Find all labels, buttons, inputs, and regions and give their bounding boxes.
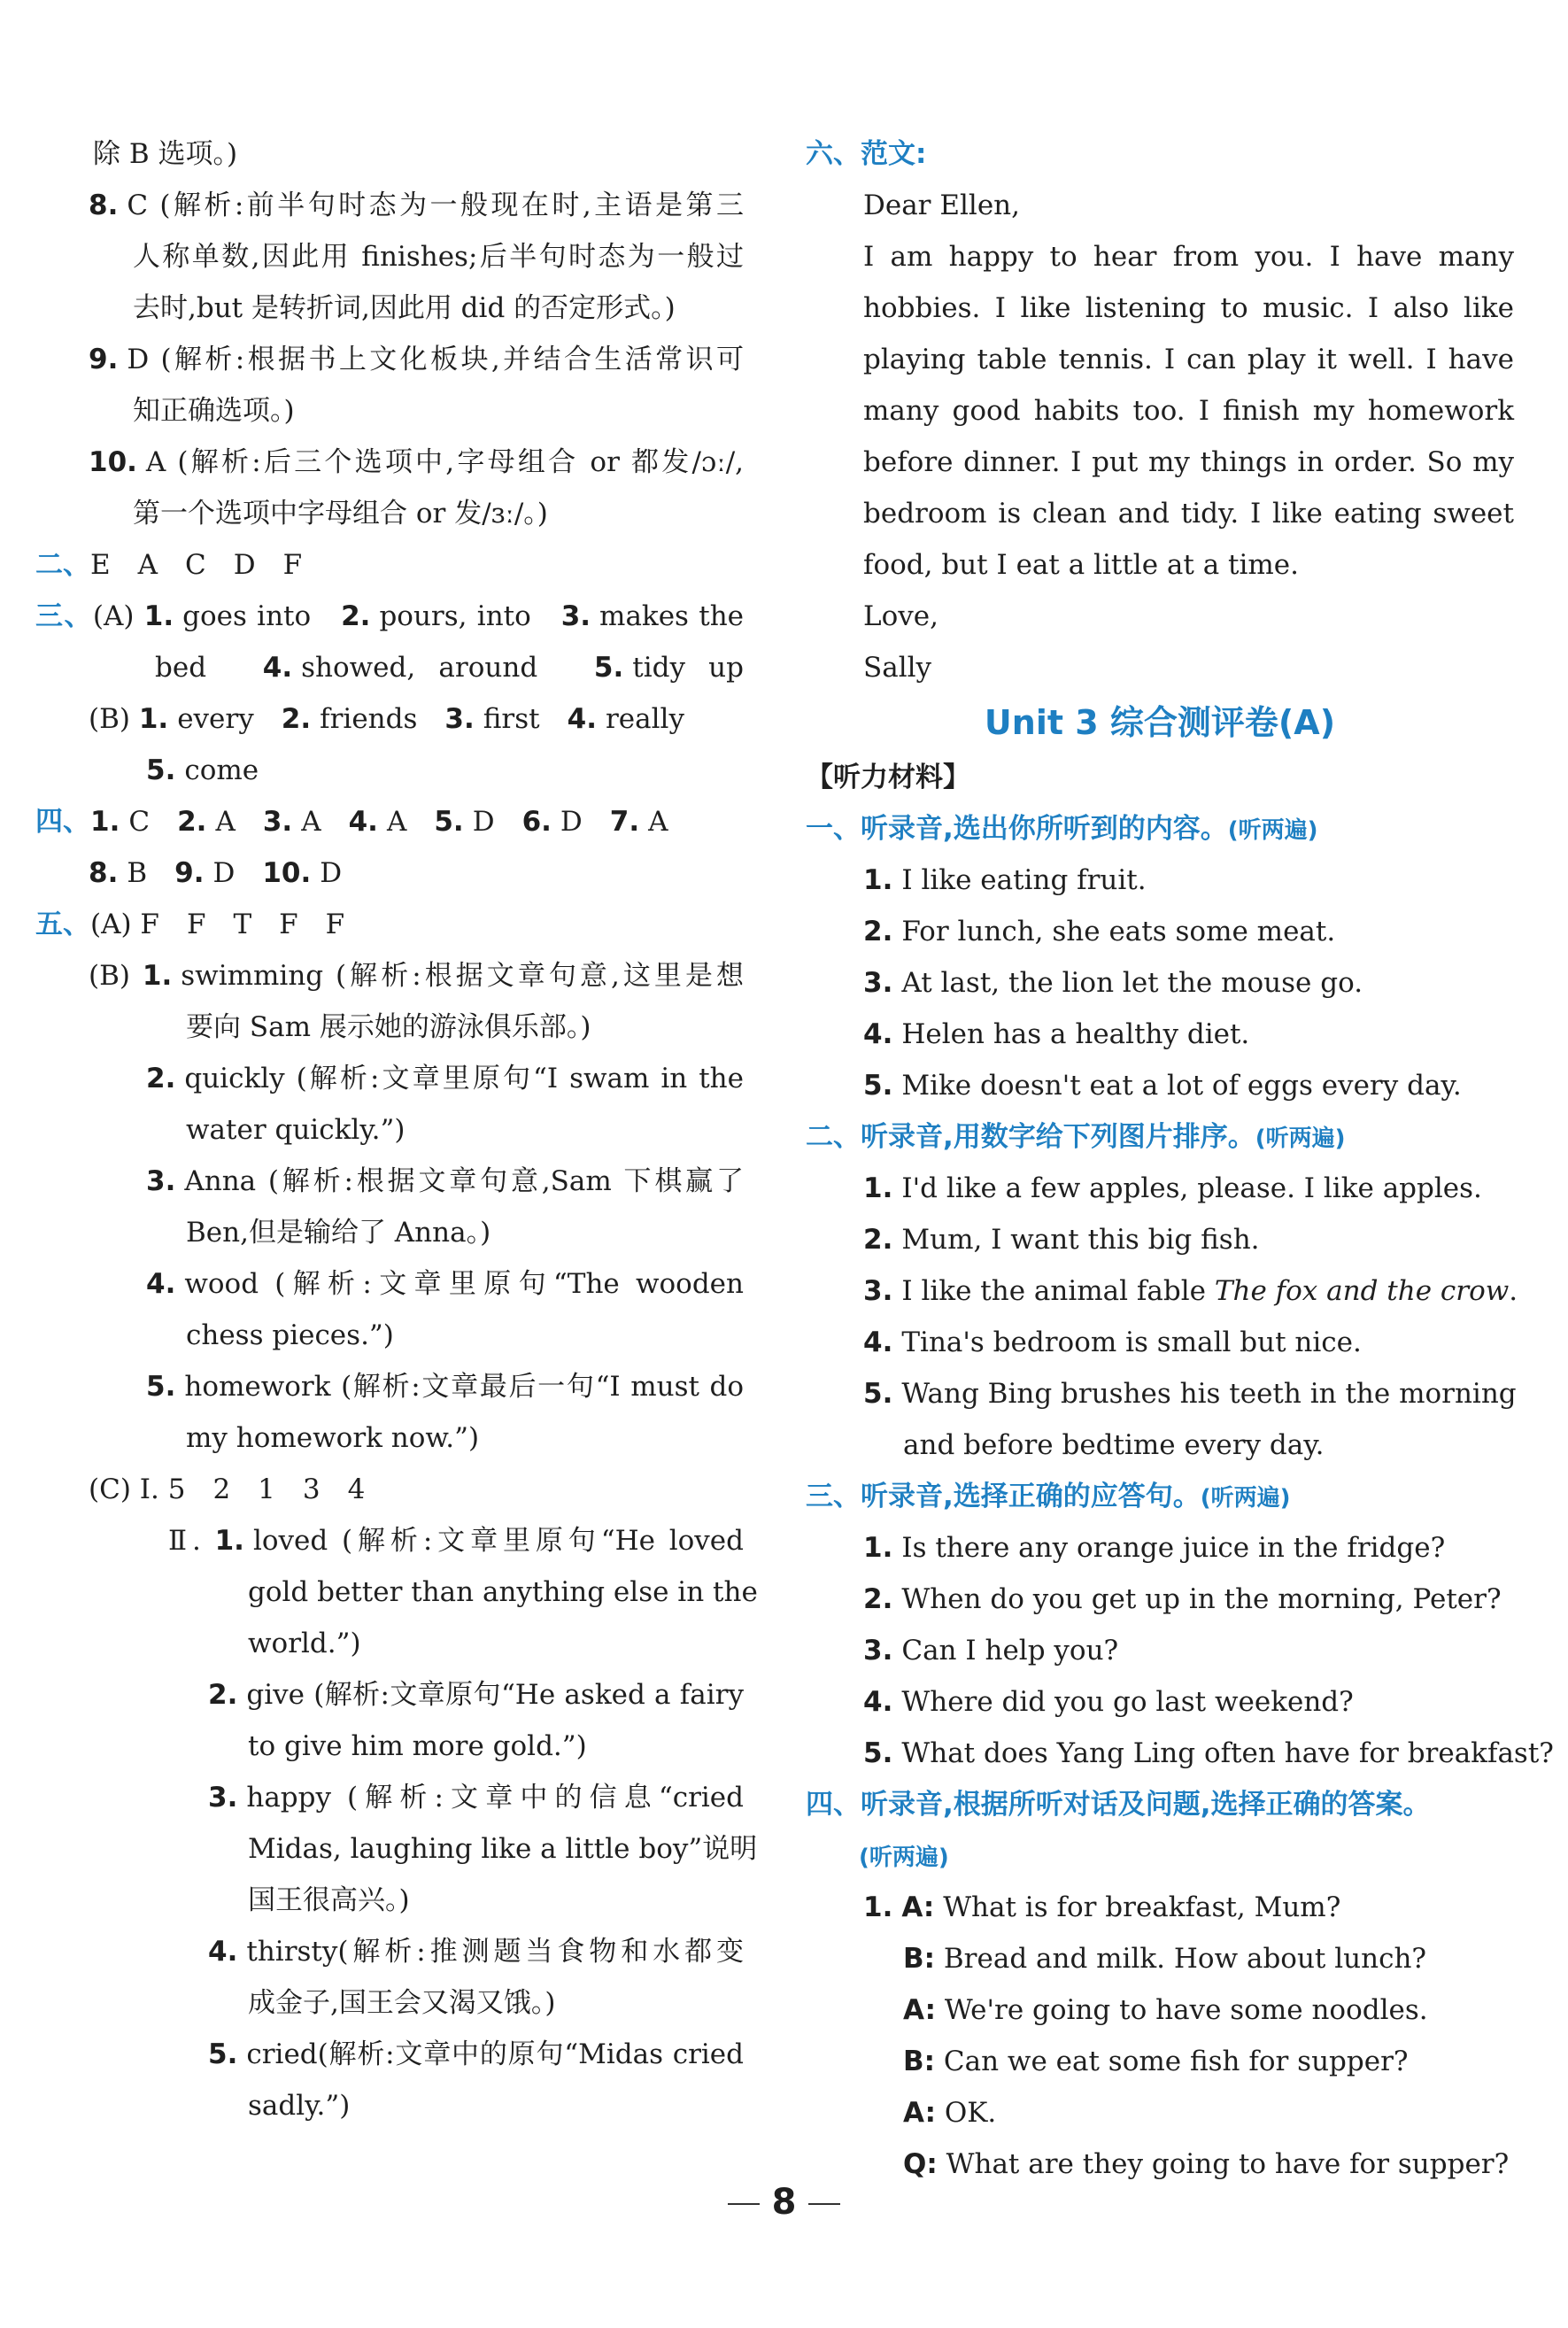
r1-item <box>806 855 1514 906</box>
answer-text: Anna (解析:根据文章句意,Sam 下棋赢了 <box>184 1165 744 1197</box>
dialogue-text: Can we eat some fish for supper? <box>943 2046 1409 2077</box>
section-3-line3 <box>35 693 744 745</box>
answer-text: loved (解析:文章里原句“He loved <box>252 1525 744 1557</box>
r4-dialogue-line <box>806 1933 1514 1984</box>
section-5-c4-line1 <box>35 1926 744 1977</box>
answer-text: (A) F F T F F <box>90 909 345 940</box>
r3-item <box>806 1625 1514 1676</box>
letter-text: Sally <box>863 652 932 684</box>
r2-item-continued <box>806 1419 1514 1471</box>
answer-number: 3. <box>262 806 293 838</box>
letter-line-3 <box>806 334 1514 385</box>
item-text: When do you get up in the morning, Peter? <box>901 1583 1502 1615</box>
item-number: 2. <box>863 916 893 947</box>
answer-text: goes into <box>182 600 312 632</box>
letter-text: before dinner. I put my things in order. So my <box>863 446 1514 478</box>
answer-text: D <box>320 857 343 889</box>
item-number: 4. <box>863 1018 893 1050</box>
answer-number: 2. <box>177 806 207 838</box>
section-5-c3-line3 <box>35 1875 744 1926</box>
fable-title: The fox and the crow <box>1214 1275 1510 1307</box>
answer-text: 国王很高兴。) <box>248 1884 410 1916</box>
answer-8-line1 <box>35 180 744 231</box>
letter-line-2 <box>806 282 1514 334</box>
letter-text: hobbies. I like listening to music. I also like <box>863 292 1514 324</box>
item-text: Is there any orange juice in the fridge? <box>901 1532 1446 1564</box>
r4-dialogue-line <box>806 1984 1514 2036</box>
item-number: 5. <box>863 1737 893 1769</box>
item-text: Can I help you? <box>901 1635 1119 1667</box>
page-number-text: 8 <box>771 2182 797 2223</box>
item-text: For lunch, she eats some meat. <box>901 916 1336 947</box>
item-number: 4. <box>863 1686 893 1718</box>
section-4-line2 <box>35 847 744 899</box>
answer-text: swimming (解析:根据文章句意,这里是想 <box>181 960 744 992</box>
item-text: What does Yang Ling often have for breakfast? <box>901 1737 1554 1769</box>
answer-number: 1. <box>143 600 174 632</box>
line-continuation <box>35 128 744 180</box>
answer-text: 知正确选项。) <box>133 395 295 427</box>
r3-heading <box>806 1471 1514 1522</box>
section-5-c5-line2 <box>35 2080 744 2131</box>
answer-number: 9. <box>89 344 119 375</box>
answer-number: 9. <box>174 857 205 889</box>
answer-text: my homework now.”) <box>186 1422 480 1454</box>
letter-line-4 <box>806 385 1514 437</box>
answer-text: gold better than anything else in the <box>248 1576 758 1608</box>
part-label: (C) <box>89 1473 131 1505</box>
listening-label <box>806 752 1514 803</box>
item-number: 1. <box>863 864 893 896</box>
r4-heading <box>806 1779 1514 1830</box>
speaker: A: <box>901 1891 935 1923</box>
r1-heading <box>806 803 1514 855</box>
item-text: I'd like a few apples, please. I like apples. <box>901 1172 1482 1204</box>
r3-item <box>806 1522 1514 1574</box>
answer-text: A <box>301 806 321 838</box>
answer-number: 4. <box>146 1268 176 1300</box>
answer-text: A <box>648 806 668 838</box>
speaker: B: <box>903 2046 936 2077</box>
dialogue-text: We're going to have some noodles. <box>944 1994 1428 2026</box>
section-5-c1-line2 <box>35 1566 758 1618</box>
section-5-b4-line1 <box>35 1258 744 1310</box>
section-5-line1 <box>35 899 744 950</box>
answer-number: 2. <box>341 600 371 632</box>
letter-text: bedroom is clean and tidy. I like eating sweet <box>863 498 1514 530</box>
answer-number: 2. <box>146 1063 176 1094</box>
item-number: 3. <box>863 1275 893 1307</box>
section-6-heading <box>806 128 1514 180</box>
answer-text: 去时,but 是转折词,因此用 did 的否定形式。) <box>133 292 676 324</box>
answer-text: 成金子,国王会又渴又饿。) <box>248 1987 556 2019</box>
answer-text: Midas, laughing like a little boy”说明 <box>248 1833 758 1865</box>
answer-text: come <box>184 754 259 786</box>
dialogue-text: Bread and milk. How about lunch? <box>943 1943 1427 1975</box>
r3-item <box>806 1728 1554 1779</box>
item-text: I like eating fruit. <box>901 864 1147 896</box>
answer-9-line1 <box>35 334 744 385</box>
r2-item <box>806 1265 1518 1317</box>
answer-text: every <box>177 703 254 735</box>
section-3-line2 <box>35 642 744 693</box>
part-label: (B) <box>89 960 130 992</box>
answer-text: makes the <box>599 600 745 632</box>
r1-item <box>806 1060 1514 1111</box>
item-text: Where did you go last weekend? <box>901 1686 1354 1718</box>
answer-number: 10. <box>89 446 137 478</box>
answer-text: 人称单数,因此用 finishes;后半句时态为一般过 <box>133 241 744 273</box>
answer-text: tidy up <box>632 652 744 684</box>
answer-text: pours, into <box>379 600 531 632</box>
section-label: 六、范文: <box>806 138 927 170</box>
r4-dialogue-line <box>806 2036 1514 2087</box>
r3-item <box>806 1676 1514 1728</box>
answer-text: 第一个选项中字母组合 or 发/ɜː/。) <box>133 498 548 530</box>
page-number <box>0 2182 1568 2223</box>
left-column <box>35 128 758 2131</box>
section-5-c2-line1 <box>35 1669 744 1721</box>
section-5-c2-line2 <box>35 1721 744 1772</box>
section-5-b4-line2 <box>35 1310 744 1361</box>
item-text: Tina's bedroom is small but nice. <box>901 1326 1362 1358</box>
r2-item <box>806 1368 1517 1419</box>
speaker: Q: <box>903 2148 938 2180</box>
item-number: 5. <box>863 1378 893 1410</box>
section-label: 三、 <box>35 600 93 632</box>
section-5-c5-line1 <box>35 2029 744 2080</box>
answer-number: 3. <box>208 1782 238 1814</box>
answer-number: 4. <box>208 1936 238 1968</box>
dialogue-text: What are they going to have for supper? <box>946 2148 1510 2180</box>
letter-text: Dear Ellen, <box>863 189 1020 221</box>
letter-text: food, but I eat a little at a time. <box>863 549 1300 581</box>
r2-heading <box>806 1111 1514 1163</box>
r2-item <box>806 1214 1514 1265</box>
section-5-c3-line1 <box>35 1772 744 1823</box>
answer-8-line3 <box>35 282 744 334</box>
section-5-c1-line3 <box>35 1618 744 1669</box>
r1-item <box>806 1009 1514 1060</box>
item-number: 5. <box>863 1070 893 1102</box>
section-3-line4 <box>35 745 744 796</box>
section-label: 四、听录音,根据所听对话及问题,选择正确的答案。 <box>806 1789 1431 1821</box>
letter-line-6 <box>806 488 1514 539</box>
letter-text: I am happy to hear from you. I have many <box>863 241 1514 273</box>
answer-number: 2. <box>281 703 312 735</box>
answer-text: sadly.”) <box>248 2090 351 2122</box>
section-5-c3-line2 <box>35 1823 758 1875</box>
section-5-b2-line2 <box>35 1104 744 1156</box>
answer-number: 3. <box>444 703 475 735</box>
answer-text: first <box>483 703 540 735</box>
item-number: 1. <box>863 1172 893 1204</box>
dialogue-text: OK. <box>944 2097 997 2129</box>
text: 除 B 选项。) <box>93 138 238 170</box>
answer-number: 8. <box>89 857 119 889</box>
answer-text: water quickly.”) <box>186 1114 406 1146</box>
r1-item <box>806 957 1514 1009</box>
answer-9-line2 <box>35 385 744 437</box>
part-label: (A) <box>92 600 135 632</box>
answer-number: 1. <box>142 960 173 992</box>
item-text: At last, the lion let the mouse go. <box>901 967 1363 999</box>
answer-number: 3. <box>560 600 591 632</box>
r4-dialogue-line <box>806 1882 1514 1933</box>
answer-text: B <box>127 857 148 889</box>
section-label: 二、 <box>35 549 90 581</box>
dialogue-text: What is for breakfast, Mum? <box>943 1891 1341 1923</box>
answer-number: 5. <box>208 2038 238 2070</box>
letter-text: playing table tennis. I can play it well. I have <box>863 344 1514 375</box>
answer-number: 1. <box>138 703 169 735</box>
letter-signature <box>806 642 1514 693</box>
section-label: 二、听录音,用数字给下列图片排序。 <box>806 1121 1255 1153</box>
section-note: (听两遍) <box>1200 1485 1291 1512</box>
section-3-line1 <box>35 591 744 642</box>
item-text: Wang Bing brushes his teeth in the morning <box>901 1378 1517 1410</box>
answer-text: A <box>386 806 407 838</box>
answer-number: 5. <box>146 1371 176 1403</box>
section-label: 五、 <box>35 909 90 940</box>
letter-closing <box>806 591 1514 642</box>
speaker: A: <box>903 2097 936 2129</box>
answer-text: to give him more gold.”) <box>248 1730 587 1762</box>
section-label: 三、听录音,选择正确的应答句。 <box>806 1481 1201 1512</box>
item-text: Mum, I want this big fish. <box>901 1224 1260 1256</box>
answer-text: D <box>212 857 236 889</box>
answer-text: cried(解析:文章中的原句“Midas cried <box>246 2038 744 2070</box>
answer-number: 1. <box>90 806 120 838</box>
answer-number: 4. <box>262 652 293 684</box>
letter-line-7 <box>806 539 1514 591</box>
r4-dialogue-line <box>806 2087 1514 2139</box>
answer-text: world.”) <box>248 1628 361 1659</box>
section-5-b2-line1 <box>35 1053 744 1104</box>
section-2 <box>35 539 744 591</box>
answer-number: 2. <box>208 1679 238 1711</box>
answer-text: happy (解析:文章中的信息“cried <box>246 1782 744 1814</box>
label-text: 【听力材料】 <box>806 762 970 793</box>
answer-number: 10. <box>262 857 312 889</box>
section-label: 一、听录音,选出你所听到的内容。 <box>806 813 1228 845</box>
section-4-line1 <box>35 796 744 847</box>
answer-number: 5. <box>146 754 176 786</box>
answer-text: friends <box>320 703 418 735</box>
part-label: Ⅱ. <box>168 1525 201 1557</box>
section-5-b1-line1 <box>35 950 744 1002</box>
answer-text: Ben,但是输给了 Anna。) <box>186 1217 491 1249</box>
section-5-b1-line2 <box>35 1002 744 1053</box>
answer-text: D (解析:根据书上文化板块,并结合生活常识可 <box>127 344 744 375</box>
right-column <box>806 128 1554 2190</box>
answer-10-line1 <box>35 437 744 488</box>
answer-text: thirsty(解析:推测题当食物和水都变 <box>246 1936 744 1968</box>
letter-line-1 <box>806 231 1514 282</box>
section-5-b3-line2 <box>35 1207 744 1258</box>
answer-text: bed <box>155 652 207 684</box>
item-number: 3. <box>863 967 893 999</box>
letter-greeting <box>806 180 1514 231</box>
section-answers: E A C D F <box>90 549 303 581</box>
answer-text: D <box>560 806 583 838</box>
item-number: 3. <box>863 1635 893 1667</box>
answer-number: 5. <box>434 806 464 838</box>
part-label: (B) <box>89 703 130 735</box>
answer-text: 要向 Sam 展示她的游泳俱乐部。) <box>186 1011 591 1043</box>
section-5-c-line1 <box>35 1464 744 1515</box>
item-number: 2. <box>863 1583 893 1615</box>
item-number: 4. <box>863 1326 893 1358</box>
answer-number: 4. <box>348 806 378 838</box>
dash-right <box>808 2203 840 2205</box>
item-number: 1. <box>863 1891 893 1923</box>
unit-title: Unit 3 综合测评卷(A) <box>984 703 1336 742</box>
answer-number: 5. <box>593 652 624 684</box>
answer-number: 6. <box>521 806 552 838</box>
answer-number: 8. <box>89 189 119 221</box>
section-note: (听两遍) <box>1227 817 1318 844</box>
r2-item <box>806 1317 1514 1368</box>
r3-item <box>806 1574 1514 1625</box>
answer-text: give (解析:文章原句“He asked a fairy <box>246 1679 744 1711</box>
letter-text: many good habits too. I finish my homework <box>863 395 1514 427</box>
section-5-c1-line1 <box>35 1515 744 1566</box>
speaker: B: <box>903 1943 936 1975</box>
answer-number: 7. <box>609 806 640 838</box>
answer-text: C <box>128 806 151 838</box>
section-label: 四、 <box>35 806 90 838</box>
answer-8-line2 <box>35 231 744 282</box>
answer-text: chess pieces.”) <box>186 1319 394 1351</box>
letter-line-5 <box>806 437 1514 488</box>
answer-text: homework (解析:文章最后一句“I must do <box>184 1371 744 1403</box>
item-number: 1. <box>863 1532 893 1564</box>
answer-text: Ⅰ. 5 2 1 3 4 <box>139 1473 366 1505</box>
answer-number: 1. <box>214 1525 244 1557</box>
section-5-c4-line2 <box>35 1977 744 2029</box>
dash-left <box>728 2203 760 2205</box>
answer-text: quickly (解析:文章里原句“I swam in the <box>184 1063 744 1094</box>
letter-text: Love, <box>863 600 938 632</box>
answer-text: D <box>472 806 495 838</box>
item-text: Mike doesn't eat a lot of eggs every day. <box>901 1070 1462 1102</box>
answer-text: A (解析:后三个选项中,字母组合 or 都发/ɔː/, <box>145 446 744 478</box>
answer-text: really <box>605 703 684 735</box>
answer-10-line2 <box>35 488 744 539</box>
section-note: (听两遍) <box>859 1845 949 1871</box>
item-text: I like the animal fable <box>901 1275 1215 1307</box>
answer-text: C (解析:前半句时态为一般现在时,主语是第三 <box>127 189 744 221</box>
item-text: . <box>1509 1275 1518 1307</box>
answer-number: 3. <box>146 1165 176 1197</box>
r1-item <box>806 906 1514 957</box>
item-text: Helen has a healthy diet. <box>901 1018 1250 1050</box>
answer-text: wood (解析:文章里原句“The wooden <box>184 1268 744 1300</box>
section-5-b3-line1 <box>35 1156 744 1207</box>
item-number: 2. <box>863 1224 893 1256</box>
r2-item <box>806 1163 1514 1214</box>
section-note: (听两遍) <box>1255 1125 1346 1152</box>
speaker: A: <box>903 1994 936 2026</box>
answer-text: A <box>215 806 236 838</box>
section-5-b5-line2 <box>35 1412 744 1464</box>
section-5-b5-line1 <box>35 1361 744 1412</box>
r4-note <box>806 1830 1514 1882</box>
answer-number: 4. <box>567 703 597 735</box>
answer-text: showed, around <box>301 652 538 684</box>
item-text: and before bedtime every day. <box>903 1429 1325 1461</box>
